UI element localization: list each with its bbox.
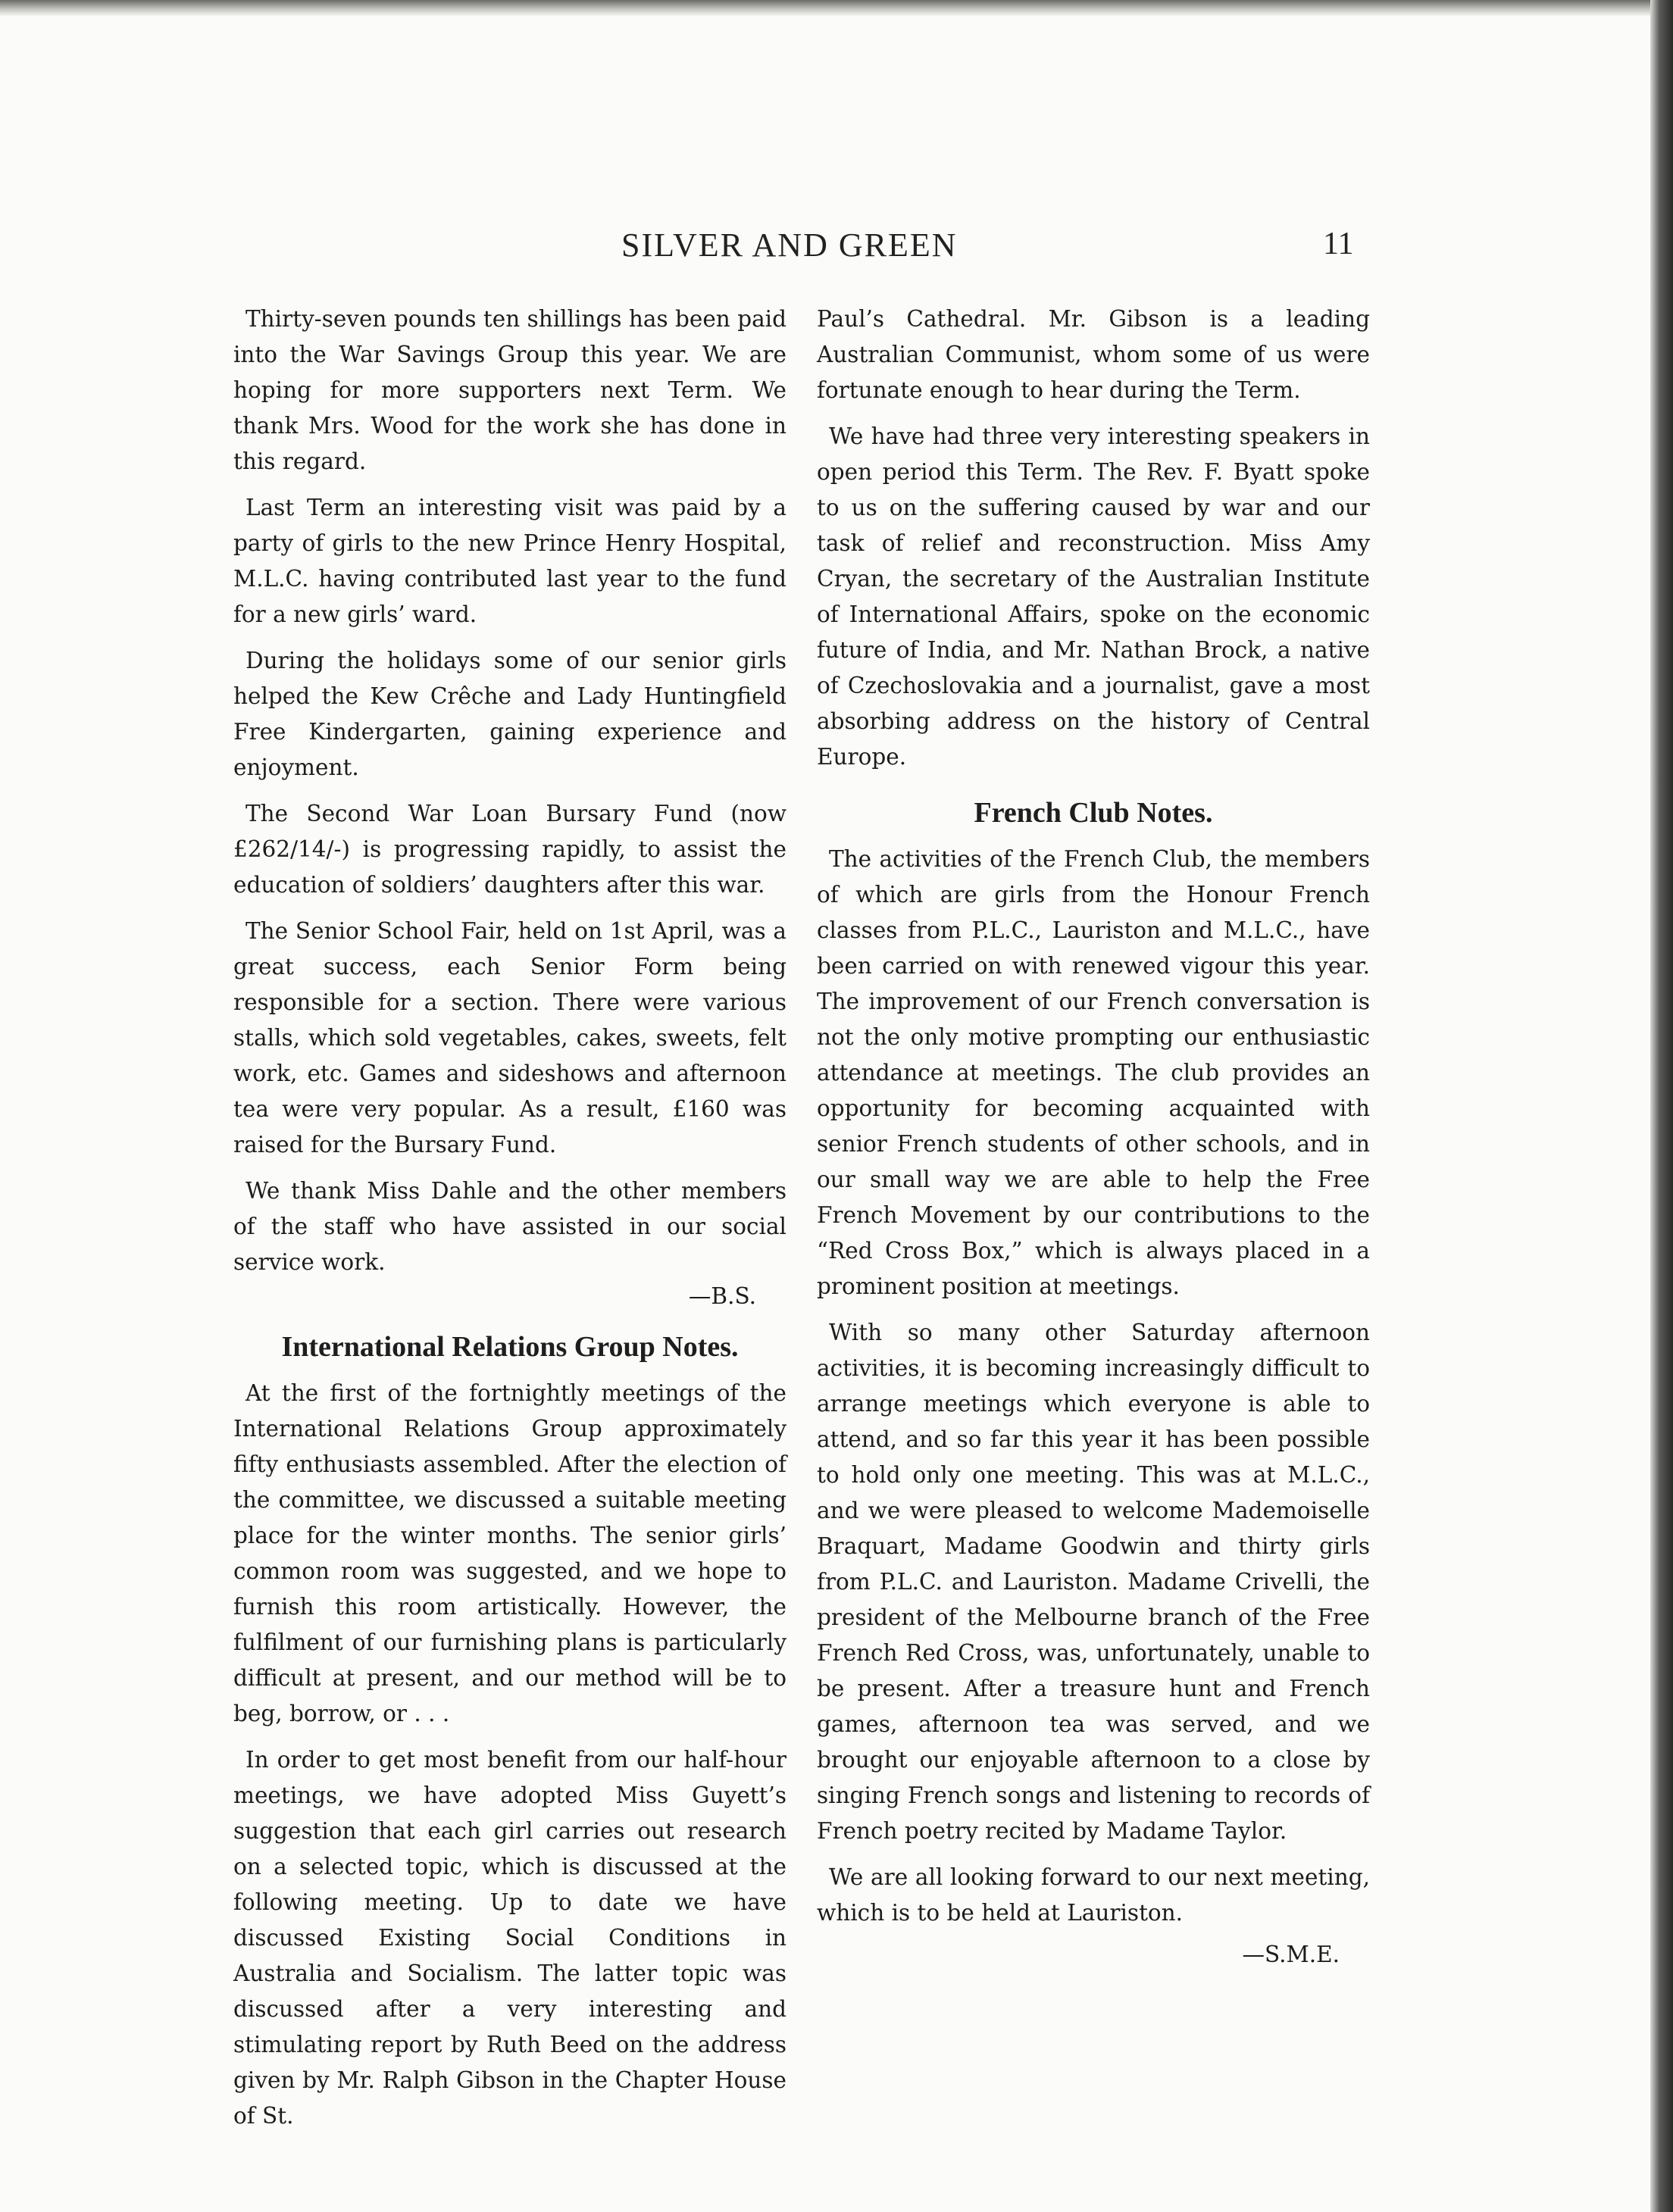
paragraph-irg-continued: Paul’s Cathedral. Mr. Gibson is a leading Australian Communist, whom some of us were fortunate enough to hear during the Term.: [817, 306, 1370, 403]
page-right-edge: [1650, 0, 1673, 2212]
signature-sme: —S.M.E.: [1242, 1942, 1340, 1967]
paragraph-war-savings: Thirty-seven pounds ten shillings has been paid into the War Savings Group this year. We are hoping for more supporters next Term. We thank Mrs. Wood for the work she has done in this regard.: [233, 306, 786, 474]
paragraph-irg-research: In order to get most benefit from our half-hour meetings, we have adopted Miss Guyett’s suggestion that each girl carries out research on a selected topic, which is discussed at the following meeting. Up to date we have discussed Existing Social Conditions in Australia and Socialism. The latter topic was discussed after a very interesting and stimulating report by Ruth Beed on the address given by Mr. Ralph Gibson in the Chapter House of St.: [233, 1747, 786, 2129]
page-header: [0, 226, 1673, 271]
paragraph-irg-speakers: We have had three very interesting speakers in open period this Term. The Rev. F. Byatt spoke to us on the suffering caused by war and our task of relief and reconstruction. Miss Amy Cryan, the secretary of the Australian Institute of International Affairs, spoke on the economic future of India, and Mr. Nathan Brock, a native of Czechoslovakia and a journalist, gave a most absorbing address on the history of Central Europe.: [817, 423, 1370, 770]
section-heading-french-club: French Club Notes.: [974, 797, 1213, 829]
paragraph-french-activities: The activities of the French Club, the members of which are girls from the Honour French classes from P.L.C., Lauriston and M.L.C., have been carried on with renewed vigour this year. The improvement of our French conversation is not the only motive prompting our enthusiastic attendance at meetings. The club provides an opportunity for becoming acquainted with senior French students of other schools, and in our small way we are able to help the Free French Movement by our contributions to the “Red Cross Box,” which is always placed in a prominent position at meetings.: [817, 846, 1370, 1299]
paragraph-thanks: We thank Miss Dahle and the other members of the staff who have assisted in our social service work.: [233, 1178, 786, 1275]
paragraph-school-fair: The Senior School Fair, held on 1st April, was a great success, each Senior Form being responsible for a section. There were various stalls, which sold vegetables, cakes, sweets, felt work, etc. Games and sideshows and afternoon tea were very popular. As a result, £160 was raised for the Bursary Fund.: [233, 918, 786, 1158]
paragraph-irg-first-meeting: At the first of the fortnightly meetings of the International Relations Group approximately fifty enthusiasts assembled. After the election of the committee, we discussed a suitable meeting place for the winter months. The senior girls’ common room was suggested, and we hope to furnish this room artistically. However, the fulfilment of our furnishing plans is particularly difficult at present, and our method will be to beg, borrow, or . . .: [233, 1380, 786, 1726]
section-heading-irg: International Relations Group Notes.: [281, 1331, 739, 1363]
paragraph-bursary-fund: The Second War Loan Bursary Fund (now £262/14/-) is progressing rapidly, to assist the education of soldiers’ daughters after this war.: [233, 801, 786, 898]
left-column: [233, 301, 786, 2145]
paragraph-hospital-visit: Last Term an interesting visit was paid by a party of girls to the new Prince Henry Hospital, M.L.C. having contributed last year to the fund for a new girls’ ward.: [233, 495, 786, 627]
page-number: 11: [1323, 227, 1354, 261]
right-column: [817, 301, 1370, 1982]
paragraph-french-next-meeting: We are all looking forward to our next meeting, which is to be held at Lauriston.: [817, 1864, 1370, 1926]
paragraph-french-meeting: With so many other Saturday afternoon activities, it is becoming increasingly difficult to arrange meetings which everyone is able to attend, and so far this year it has been possible to hold only one meeting. This was at M.L.C., and we were pleased to welcome Mademoiselle Braquart, Madame Goodwin and thirty girls from P.L.C. and Lauriston. Madame Crivelli, the president of the Melbourne branch of the Free French Red Cross, was, unfortunately, unable to be present. After a treasure hunt and French games, afternoon tea was served, and we brought our enjoyable afternoon to a close by singing French songs and listening to records of French poetry recited by Madame Taylor.: [817, 1320, 1370, 1844]
signature-bs: —B.S.: [688, 1283, 756, 1309]
page-top-edge: [0, 0, 1673, 17]
running-title: SILVER AND GREEN: [621, 227, 958, 264]
paragraph-holidays: During the holidays some of our senior girls helped the Kew Crêche and Lady Huntingfield Free Kindergarten, gaining experience and enjoyment.: [233, 648, 786, 780]
